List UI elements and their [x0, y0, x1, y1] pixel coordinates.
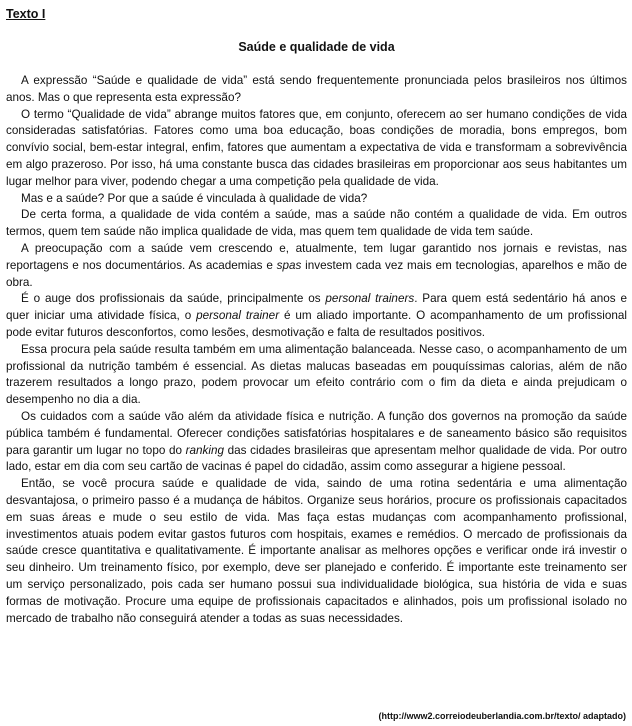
paragraph-8-text-a: Os cuidados com a saúde vão além da atividade física e nutrição. A função dos governos na promoção da saúde pública também é fundamental. Oferecer condições satisfatórias hospitalares e de saneamento básico são requisitos para garantir um lugar no topo do	[6, 409, 627, 457]
paragraph-7: Essa procura pela saúde resulta também em uma alimentação balanceada. Nesse caso, o acompanhamento de um profissional da nutrição também é essencial. As dietas malucas baseadas em pouquíssimas calorias, além de não trazerem resultados a longo prazo, podem provocar um efeito contrário com o fim da dieta e ainda prejudicam o desempenho no dia a dia.	[6, 342, 627, 407]
paragraph-5	[6, 241, 627, 291]
paragraph-6-italic-personal-trainer: personal trainer	[196, 309, 280, 323]
paragraph-5-text-a: A preocupação com a saúde vem crescendo e, atualmente, tem lugar garantido nos jornais e revistas, nas reportagens e nos documentários. As academias e	[6, 241, 627, 272]
text-label: Texto I	[6, 7, 46, 21]
paragraph-6-text-e: é um aliado importante. O acompanhamento de um profissional pode evitar futuros desconfortos, como lesões, desmotivação e falta de resultados positivos.	[6, 309, 627, 339]
paragraph-8	[6, 409, 627, 476]
paragraph-6-text-c: . Para quem está sedentário há anos e quer iniciar uma atividade física, o	[6, 292, 627, 323]
paragraph-5-italic-spas: spas	[276, 258, 302, 272]
paragraph-6-text-a: É o auge dos profissionais da saúde, principalmente os	[21, 292, 326, 306]
paragraph-2: O termo “Qualidade de vida” abrange muitos fatores que, em conjunto, oferecem ao ser humano condições de vida consideradas satisfatórias. Fatores como uma boa educação, boas condições de moradia, bons empregos, bom convívio social, bem-estar integral, enfim, fatores que aumentam a expectativa de vida e transformam a sobrevivência em algo prazeroso. Por isso, há uma constante busca das cidades brasileiras em proporcionar aos seus habitantes um lugar melhor para viver, podendo chegar a uma competição pela qualidade de vida.	[6, 107, 627, 188]
paragraph-8-text-c: das cidades brasileiras que apresentam melhor qualidade de vida. Por outro lado, estar em dia com seu cartão de vacinas é papel do cidadão, assim como assegurar a higiene pessoal.	[6, 443, 628, 474]
paragraph-6	[6, 291, 627, 341]
article-body	[6, 73, 627, 627]
paragraph-8-italic-ranking: ranking	[185, 443, 225, 457]
article-title: Saúde e qualidade de vida	[238, 40, 395, 54]
source-citation: (http://www2.correiodeuberlandia.com.br/texto/ adaptado)	[378, 711, 626, 721]
paragraph-6-italic-personal-trainers: personal trainers	[325, 292, 415, 306]
paragraph-5-text-c: investem cada vez mais em tecnologias, aparelhos e mão de obra.	[6, 258, 627, 289]
paragraph-4: De certa forma, a qualidade de vida contém a saúde, mas a saúde não contém a qualidade de vida. Em outros termos, quem tem saúde não implica qualidade de vida, mas quem tem qualidade de vida tem saúde.	[6, 208, 627, 239]
paragraph-3: Mas e a saúde? Por que a saúde é vinculada à qualidade de vida?	[21, 191, 368, 205]
paragraph-1: A expressão “Saúde e qualidade de vida” está sendo frequentemente pronunciada pelos brasileiros nos últimos anos. Mas o que representa esta expressão?	[6, 74, 627, 104]
paragraph-9: Então, se você procura saúde e qualidade de vida, saindo de uma rotina sedentária e uma alimentação desvantajosa, o primeiro passo é a mudança de hábitos. Organize seus horários, procure os profissionais capacitados em suas áreas e mude o seu estilo de vida. Mas faça estas mudanças com acompanhamento profissional, investimentos atuais podem evitar gastos futuros com hospitais, exames e remédios. O mercado de profissionais da saúde cresce quantitativa e qualitativamente. É importante analisar as melhores opções e verificar onde irá investir o seu dinheiro. Um treinamento físico, por exemplo, deve ser planejado e conferido. É importante este treinamento ser um serviço personalizado, pois cada ser humano possui sua individualidade biológica, sua história de vida e suas formas de motivação. Procure uma equipe de profissionais capacitados e alinhados, pois um profissional isolado no mercado de trabalho não conseguirá atender a todas as suas necessidades.	[6, 477, 627, 625]
